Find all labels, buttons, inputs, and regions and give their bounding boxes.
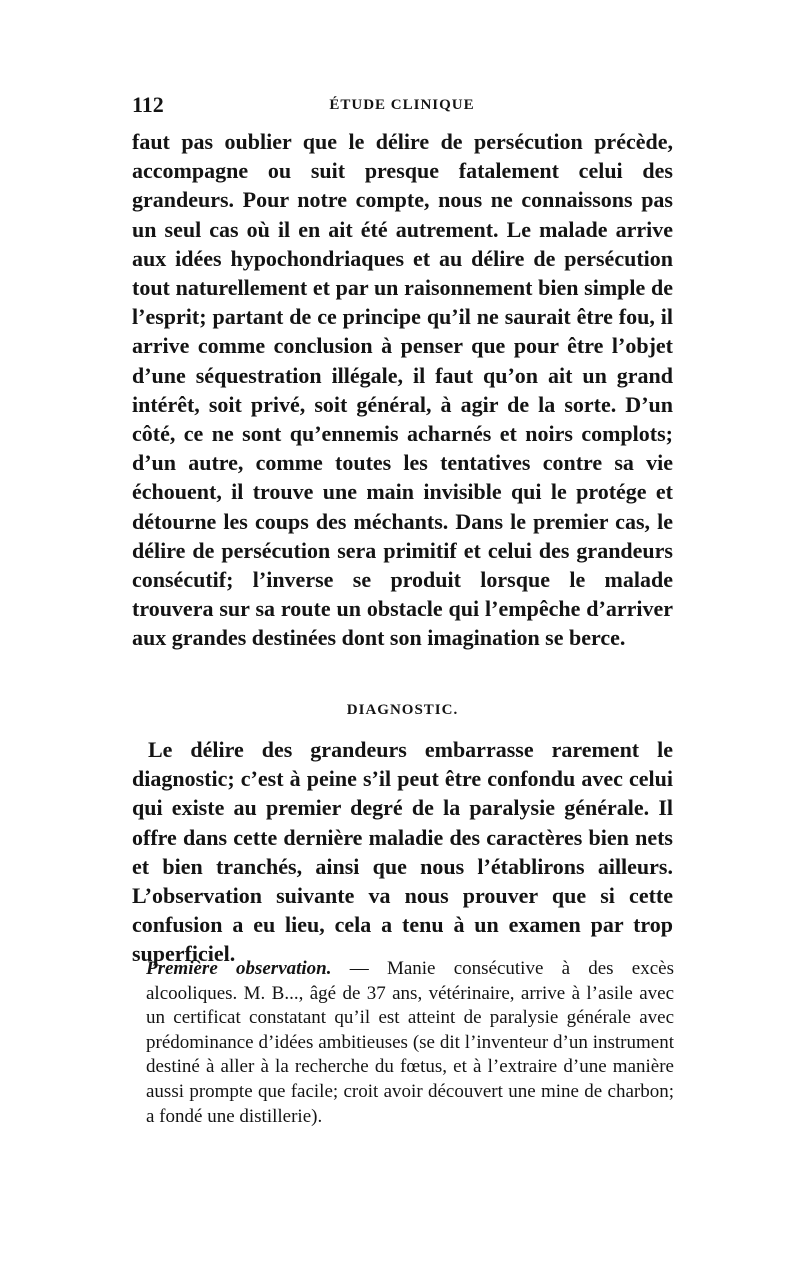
observation-text: — Manie consécutive à des excès alcooliques. M. B..., âgé de 37 ans, vétérinaire, arrive à l’asile avec un certificat constatant qu’il est atteint de paralysie générale avec prédominance d’idées ambitieuses (se dit l’inventeur d’un instrument destiné à aller à la recherche du fœtus, et à l’extraire d’une manière aussi prompte que facile; croit avoir découvert une mine de charbon; a fondé une distillerie). [146,958,674,1127]
page-header [132,92,672,122]
page-number: 112 [132,92,164,117]
observation-title: Première observation. [146,958,332,979]
paragraph-diagnostic: Le délire des grandeurs embarrasse rarement le diagnostic; c’est à peine s’il peut être confondu avec celui qui existe au premier degré de la paralysie générale. Il offre dans cette dernière maladie des caractères bien nets et bien tranchés, ainsi que nous l’établirons ailleurs. L’observation suivante va nous prouver que si cette confusion a eu lieu, cela a tenu à un examen par trop superficiel. [132,737,673,967]
section-heading-diagnostic: DIAGNOSTIC. [346,702,459,718]
running-head: ÉTUDE CLINIQUE [329,97,475,113]
observation-note [146,957,674,1129]
paragraph-persecution: faut pas oublier que le délire de persécution précède, accompagne ou suit presque fatalement celui des grandeurs. Pour notre compte, nous ne connaissons pas un seul cas où il en ait été autrement. Le malade arrive aux idées hypochondriaques et au délire de persécution tout naturellement et par un raisonnement bien simple de l’esprit; partant de ce principe qu’il ne saurait être fou, il arrive comme conclusion à penser que pour être l’objet d’une séquestration illégale, il faut qu’on ait un grand intérêt, soit privé, soit général, à agir de la sorte. D’un côté, ce ne sont qu’ennemis acharnés et noirs complots; d’un autre, comme toutes les tentatives contre sa vie échouent, il trouve une main invisible qui le protége et détourne les coups des méchants. Dans le premier cas, le délire de persécution sera primitif et celui des grandeurs consécutif; l’inverse se produit lorsque le malade trouvera sur sa route un obstacle qui l’empêche d’arriver aux grandes destinées dont son imagination se berce. [132,129,673,651]
